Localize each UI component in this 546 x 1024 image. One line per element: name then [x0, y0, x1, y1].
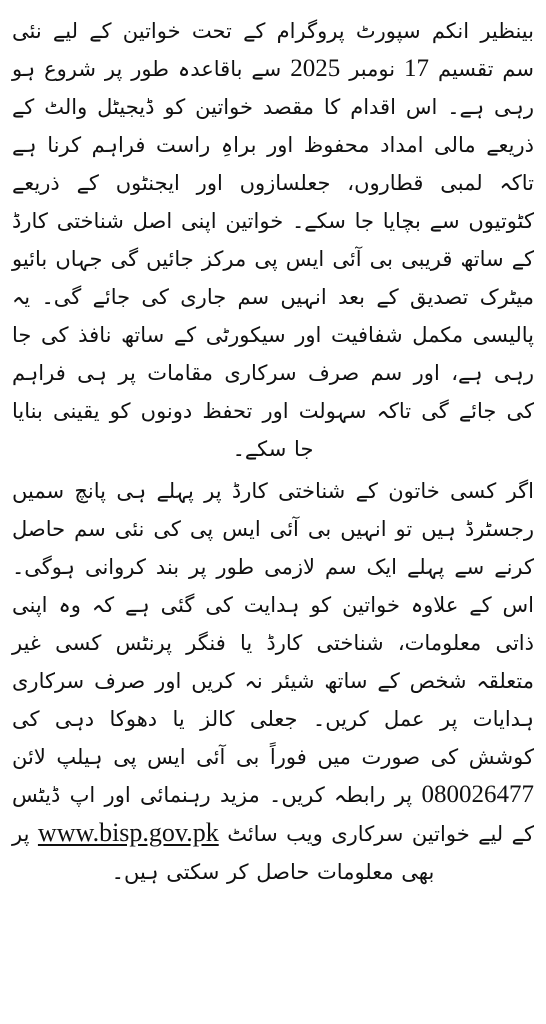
paragraph-2-text-c: پر بھی معلومات حاصل کر سکتی ہیں۔: [12, 822, 435, 884]
date-year: 2025: [290, 55, 341, 82]
helpline-number: 080026477: [421, 781, 534, 808]
paragraph-1-text-c: سے باقاعدہ طور پر شروع ہو رہی ہے۔ اس اقدام کا مقصد خواتین کو ڈیجیٹل والٹ کے ذریعے مالی امداد محفوظ اور براہِ راست فراہم کرنا ہے تاکہ لمبی قطاروں، جعلسازوں اور ایجنٹوں کے ذریعے کٹوتیوں سے بچایا جا سکے۔ خواتین اپنی اصل شناختی کارڈ کے ساتھ قریبی بی آئی ایس پی مرکز جائیں گی جہاں بائیو میٹرک تصدیق کے بعد انہیں سم جاری کی جائے گی۔ یہ پالیسی مکمل شفافیت اور سیکورٹی کے ساتھ نافذ کی جا رہی ہے، اور سم صرف سرکاری مقامات پر ہی فراہم کی جائے گی تاکہ سہولت اور تحفظ دونوں کو یقینی بنایا جا سکے۔: [12, 57, 534, 461]
paragraph-sim-distribution: [12, 12, 534, 468]
paragraph-2-text-a: اگر کسی خاتون کے شناختی کارڈ پر پہلے ہی پانچ سمیں رجسٹرڈ ہیں تو انہیں بی آئی ایس پی کی نئی سم حاصل کرنے سے پہلے ایک سم لازمی طور پر بند کروانی ہوگی۔ اس کے علاوہ خواتین کو ہدایت کی گئی ہے کہ وہ اپنی ذاتی معلومات، شناختی کارڈ یا فنگر پرنٹس کسی غیر متعلقہ شخص کے ساتھ شیئر نہ کریں اور صرف سرکاری ہدایات پر عمل کریں۔ جعلی کالز یا دھوکا دہی کی کوشش کی صورت میں فوراً بی آئی ایس پی ہیلپ لائن: [12, 479, 534, 769]
date-month: نومبر: [349, 57, 396, 81]
article-body: [12, 12, 534, 1016]
paragraph-sim-instructions: [12, 472, 534, 891]
paragraph-1-text-a: بینظیر انکم سپورٹ پروگرام کے تحت خواتین کے لیے نئی سم تقسیم: [12, 19, 534, 81]
paragraph-2-text-b: پر رابطہ کریں۔ مزید رہنمائی اور اپ ڈیٹس کے لیے خواتین سرکاری ویب سائٹ: [12, 783, 534, 846]
date-day: 17: [404, 55, 430, 82]
website-link[interactable]: www.bisp.gov.pk: [37, 818, 219, 847]
